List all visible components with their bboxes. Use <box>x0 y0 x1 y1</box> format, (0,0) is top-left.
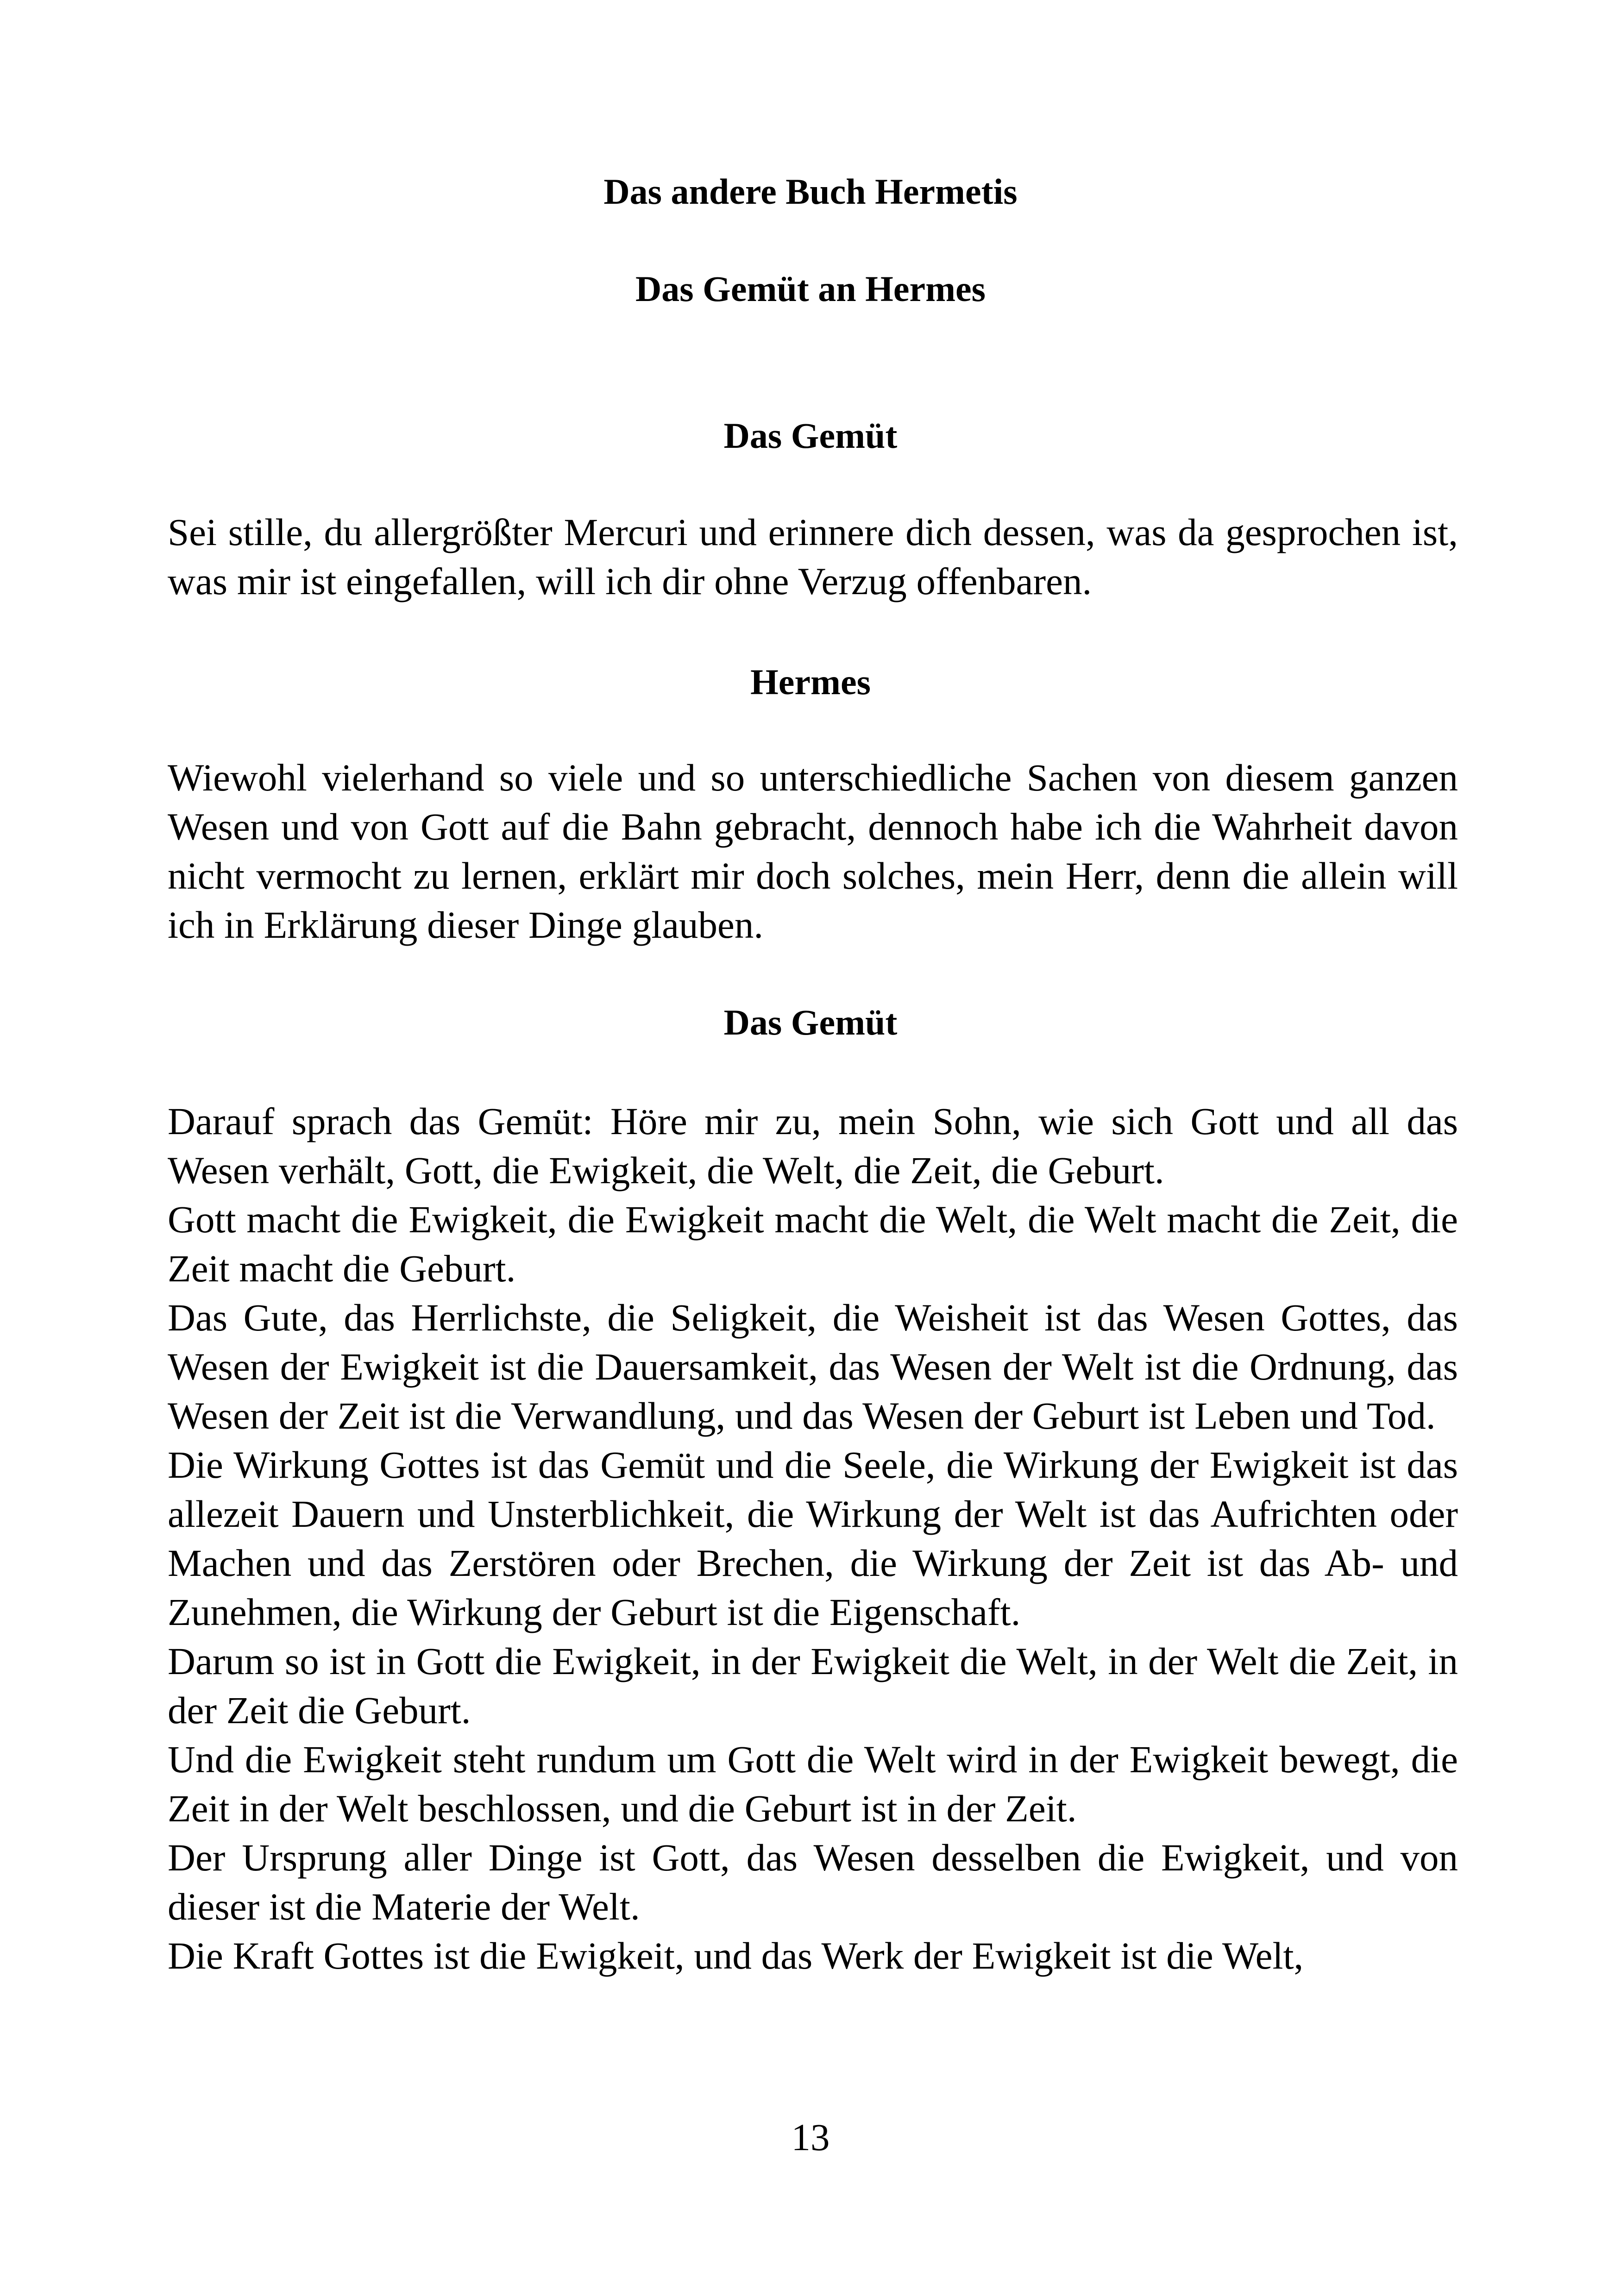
speech-block <box>168 753 1458 949</box>
speaker-heading: Das Gemüt <box>723 415 898 456</box>
paragraph: Sei stille, du allergrößter Mercuri und erinnere dich dessen, was da gesprochen ist, was mir ist eingefallen, will ich dir ohne Verzug offenbaren. <box>168 511 1458 602</box>
speech-block <box>168 508 1458 606</box>
paragraph: Darauf sprach das Gemüt: Höre mir zu, mein Sohn, wie sich Gott und all das Wesen verhält, Gott, die Ewigkeit, die Welt, die Zeit, die Geburt. <box>168 1100 1458 1192</box>
speech-block <box>168 1097 1458 1980</box>
paragraph: Die Kraft Gottes ist die Ewigkeit, und das Werk der Ewigkeit ist die Welt, <box>168 1934 1304 1977</box>
speaker-heading: Das Gemüt <box>723 1002 898 1042</box>
paragraph: Der Ursprung aller Dinge ist Gott, das Wesen desselben die Ewigkeit, und von dieser ist die Materie der Welt. <box>168 1836 1458 1928</box>
book-title: Das andere Buch Hermetis <box>603 171 1018 212</box>
paragraph: Wiewohl vielerhand so viele und so unterschiedliche Sachen von diesem ganzen Wesen und von Gott auf die Bahn gebracht, dennoch habe ich die Wahrheit davon nicht vermocht zu lernen, erklärt mir doch solches, mein Herr, denn die allein will ich in Erklärung dieser Dinge glauben. <box>168 756 1458 946</box>
paragraph: Das Gute, das Herrlichste, die Seligkeit, die Weisheit ist das Wesen Gottes, das Wesen der Ewigkeit ist die Dauersamkeit, das Wesen der Welt ist die Ordnung, das Wesen der Zeit ist die Verwandlung, und das Wesen der Geburt ist Leben und Tod. <box>168 1296 1458 1437</box>
paragraph: Und die Ewigkeit steht rundum um Gott die Welt wird in der Ewigkeit bewegt, die Zeit in der Welt beschlossen, und die Geburt ist in der Zeit. <box>168 1738 1458 1830</box>
paragraph: Gott macht die Ewigkeit, die Ewigkeit macht die Welt, die Welt macht die Zeit, die Zeit macht die Geburt. <box>168 1198 1458 1290</box>
speaker-heading: Hermes <box>750 662 871 702</box>
paragraph: Die Wirkung Gottes ist das Gemüt und die Seele, die Wirkung der Ewigkeit ist das allezeit Dauern und Unsterblichkeit, die Wirkung der Welt ist das Aufrichten oder Machen und das Zerstören oder Brechen, die Wirkung der Zeit ist das Ab- und Zunehmen, die Wirkung der Geburt ist die Eigenschaft. <box>168 1443 1458 1633</box>
page-number: 13 <box>791 2116 830 2158</box>
paragraph: Darum so ist in Gott die Ewigkeit, in der Ewigkeit die Welt, in der Welt die Zeit, in der Zeit die Geburt. <box>168 1640 1458 1731</box>
chapter-title: Das Gemüt an Hermes <box>635 269 986 309</box>
